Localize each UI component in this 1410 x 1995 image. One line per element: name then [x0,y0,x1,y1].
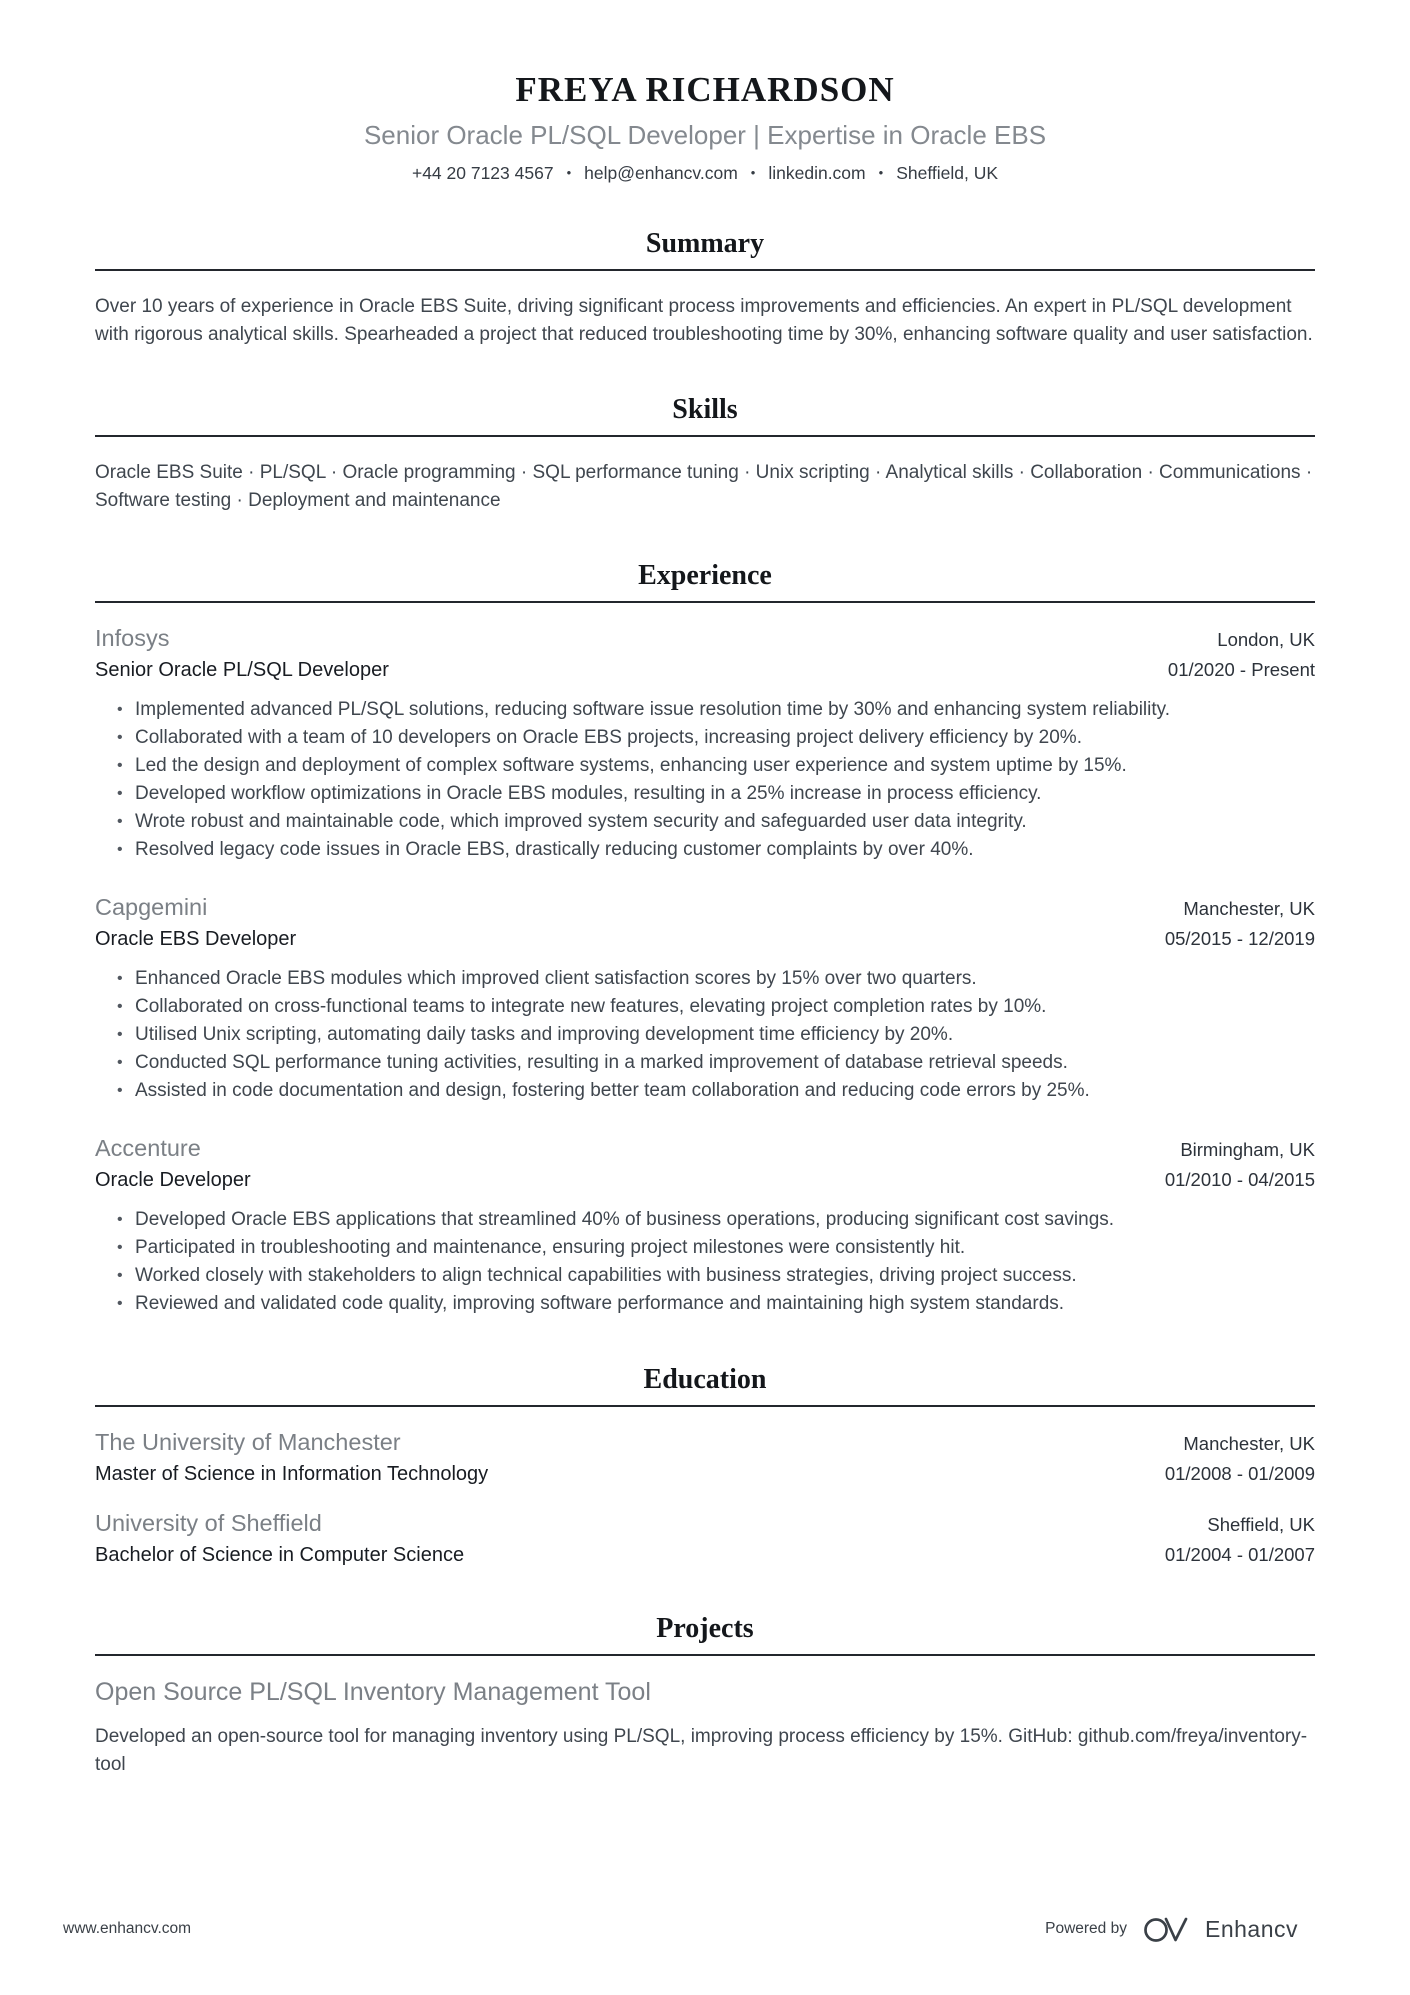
job-bullet: • Resolved legacy code issues in Oracle EBS, drastically reducing customer complaints by over 40%. [117,836,1315,864]
job-location: Manchester, UK [1183,898,1315,920]
education-heading: Education [643,1364,767,1396]
experience-entry [95,1135,1315,1318]
page-footer [63,1913,1298,1945]
job-bullet: • Collaborated on cross-functional teams to integrate new features, elevating project completion rates by 10%. [117,993,1315,1021]
company-name: Accenture [95,1135,201,1162]
contact-phone: +44 20 7123 4567 [411,163,554,183]
job-dates: 05/2015 - 12/2019 [1164,928,1315,950]
summary-text: Over 10 years of experience in Oracle EBS Suite, driving significant process improvements and efficiencies. An expert in PL/SQL development with rigorous analytical skills. Spearheaded a project that reduced troubleshooting time by 30%, enhancing software quality and user satisfaction. [95,296,1313,345]
company-name: Infosys [95,625,170,652]
footer-brand [1045,1913,1298,1945]
skills-heading: Skills [672,394,738,426]
person-headline: Senior Oracle PL/SQL Developer | Expertise in Oracle EBS [363,120,1047,150]
enhancv-logo-icon [1143,1913,1205,1945]
school-dates: 01/2004 - 01/2007 [1164,1544,1315,1566]
school-name: The University of Manchester [95,1429,401,1456]
section-experience [95,560,1315,1318]
contact-location: • Sheffield, UK [866,163,998,184]
powered-by-label: Powered by [1045,1920,1127,1937]
contact-linkedin: • linkedin.com [738,163,866,184]
job-location: Birmingham, UK [1180,1139,1315,1161]
project-description: Developed an open-source tool for managing inventory using PL/SQL, improving process efficiency by 15%. GitHub: github.com/freya/inventory-tool [95,1726,1308,1775]
section-summary [95,228,1315,348]
job-bullet: • Utilised Unix scripting, automating daily tasks and improving development time efficiency by 20%. [117,1021,1315,1049]
brand-name: Enhancv [1204,1915,1298,1942]
skills-list: Oracle EBS Suite · PL/SQL · Oracle programming · SQL performance tuning · Unix scripting · Analytical skills · Collaboration · Communications · Software testing · Deployment and maintenance [95,462,1313,511]
school-dates: 01/2008 - 01/2009 [1164,1463,1315,1485]
job-bullet: • Reviewed and validated code quality, improving software performance and maintaining high system standards. [117,1290,1315,1318]
job-bullet: • Developed Oracle EBS applications that streamlined 40% of business operations, producing significant cost savings. [117,1206,1315,1234]
education-entry [95,1429,1315,1486]
job-title: Oracle Developer [95,1169,251,1192]
job-bullet: • Conducted SQL performance tuning activities, resulting in a marked improvement of database retrieval speeds. [117,1049,1315,1077]
company-name: Capgemini [95,894,208,921]
job-dates: 01/2020 - Present [1167,659,1315,681]
projects-heading: Projects [656,1613,754,1645]
footer-website: www.enhancv.com [63,1920,192,1937]
section-divider [95,269,1315,271]
job-bullet: • Assisted in code documentation and design, fostering better team collaboration and reducing code errors by 25%. [117,1077,1315,1105]
school-name: University of Sheffield [95,1510,322,1537]
job-dates: 01/2010 - 04/2015 [1164,1169,1315,1191]
job-title: Oracle EBS Developer [95,928,297,951]
job-bullets [95,965,1315,1105]
section-projects [95,1613,1315,1778]
job-bullet: • Implemented advanced PL/SQL solutions, reducing software issue resolution time by 30% and enhancing system reliability. [117,696,1315,724]
section-divider [95,1654,1315,1656]
summary-heading: Summary [645,228,765,259]
job-bullets [95,1206,1315,1318]
job-bullet: • Enhanced Oracle EBS modules which improved client satisfaction scores by 15% over two quarters. [117,965,1315,993]
section-divider [95,601,1315,603]
section-divider [95,435,1315,437]
job-title: Senior Oracle PL/SQL Developer [95,659,389,682]
education-entry [95,1510,1315,1567]
job-bullet: • Led the design and deployment of complex software systems, enhancing user experience and system uptime by 15%. [117,752,1315,780]
section-education [95,1364,1315,1567]
job-location: London, UK [1217,629,1315,651]
person-name: FREYA RICHARDSON [515,70,895,109]
section-divider [95,1405,1315,1407]
project-title: Open Source PL/SQL Inventory Management Tool [95,1678,651,1707]
job-bullet: • Wrote robust and maintainable code, which improved system security and safeguarded user data integrity. [117,808,1315,836]
school-location: Manchester, UK [1183,1433,1315,1455]
project-entry [95,1678,1315,1778]
degree-name: Bachelor of Science in Computer Science [95,1544,465,1567]
experience-entry [95,625,1315,864]
school-location: Sheffield, UK [1207,1514,1315,1536]
job-bullet: • Developed workflow optimizations in Oracle EBS modules, resulting in a 25% increase in process efficiency. [117,780,1315,808]
experience-heading: Experience [638,560,772,592]
degree-name: Master of Science in Information Technology [95,1463,489,1486]
contact-email: • help@enhancv.com [554,163,738,184]
resume-header [95,70,1315,184]
job-bullets [95,696,1315,864]
job-bullet: • Collaborated with a team of 10 developers on Oracle EBS projects, increasing project delivery efficiency by 20%. [117,724,1315,752]
experience-entry [95,894,1315,1105]
section-skills [95,394,1315,514]
job-bullet: • Worked closely with stakeholders to align technical capabilities with business strategies, driving project success. [117,1262,1315,1290]
contact-line [95,163,1315,184]
job-bullet: • Participated in troubleshooting and maintenance, ensuring project milestones were consistently hit. [117,1234,1315,1262]
